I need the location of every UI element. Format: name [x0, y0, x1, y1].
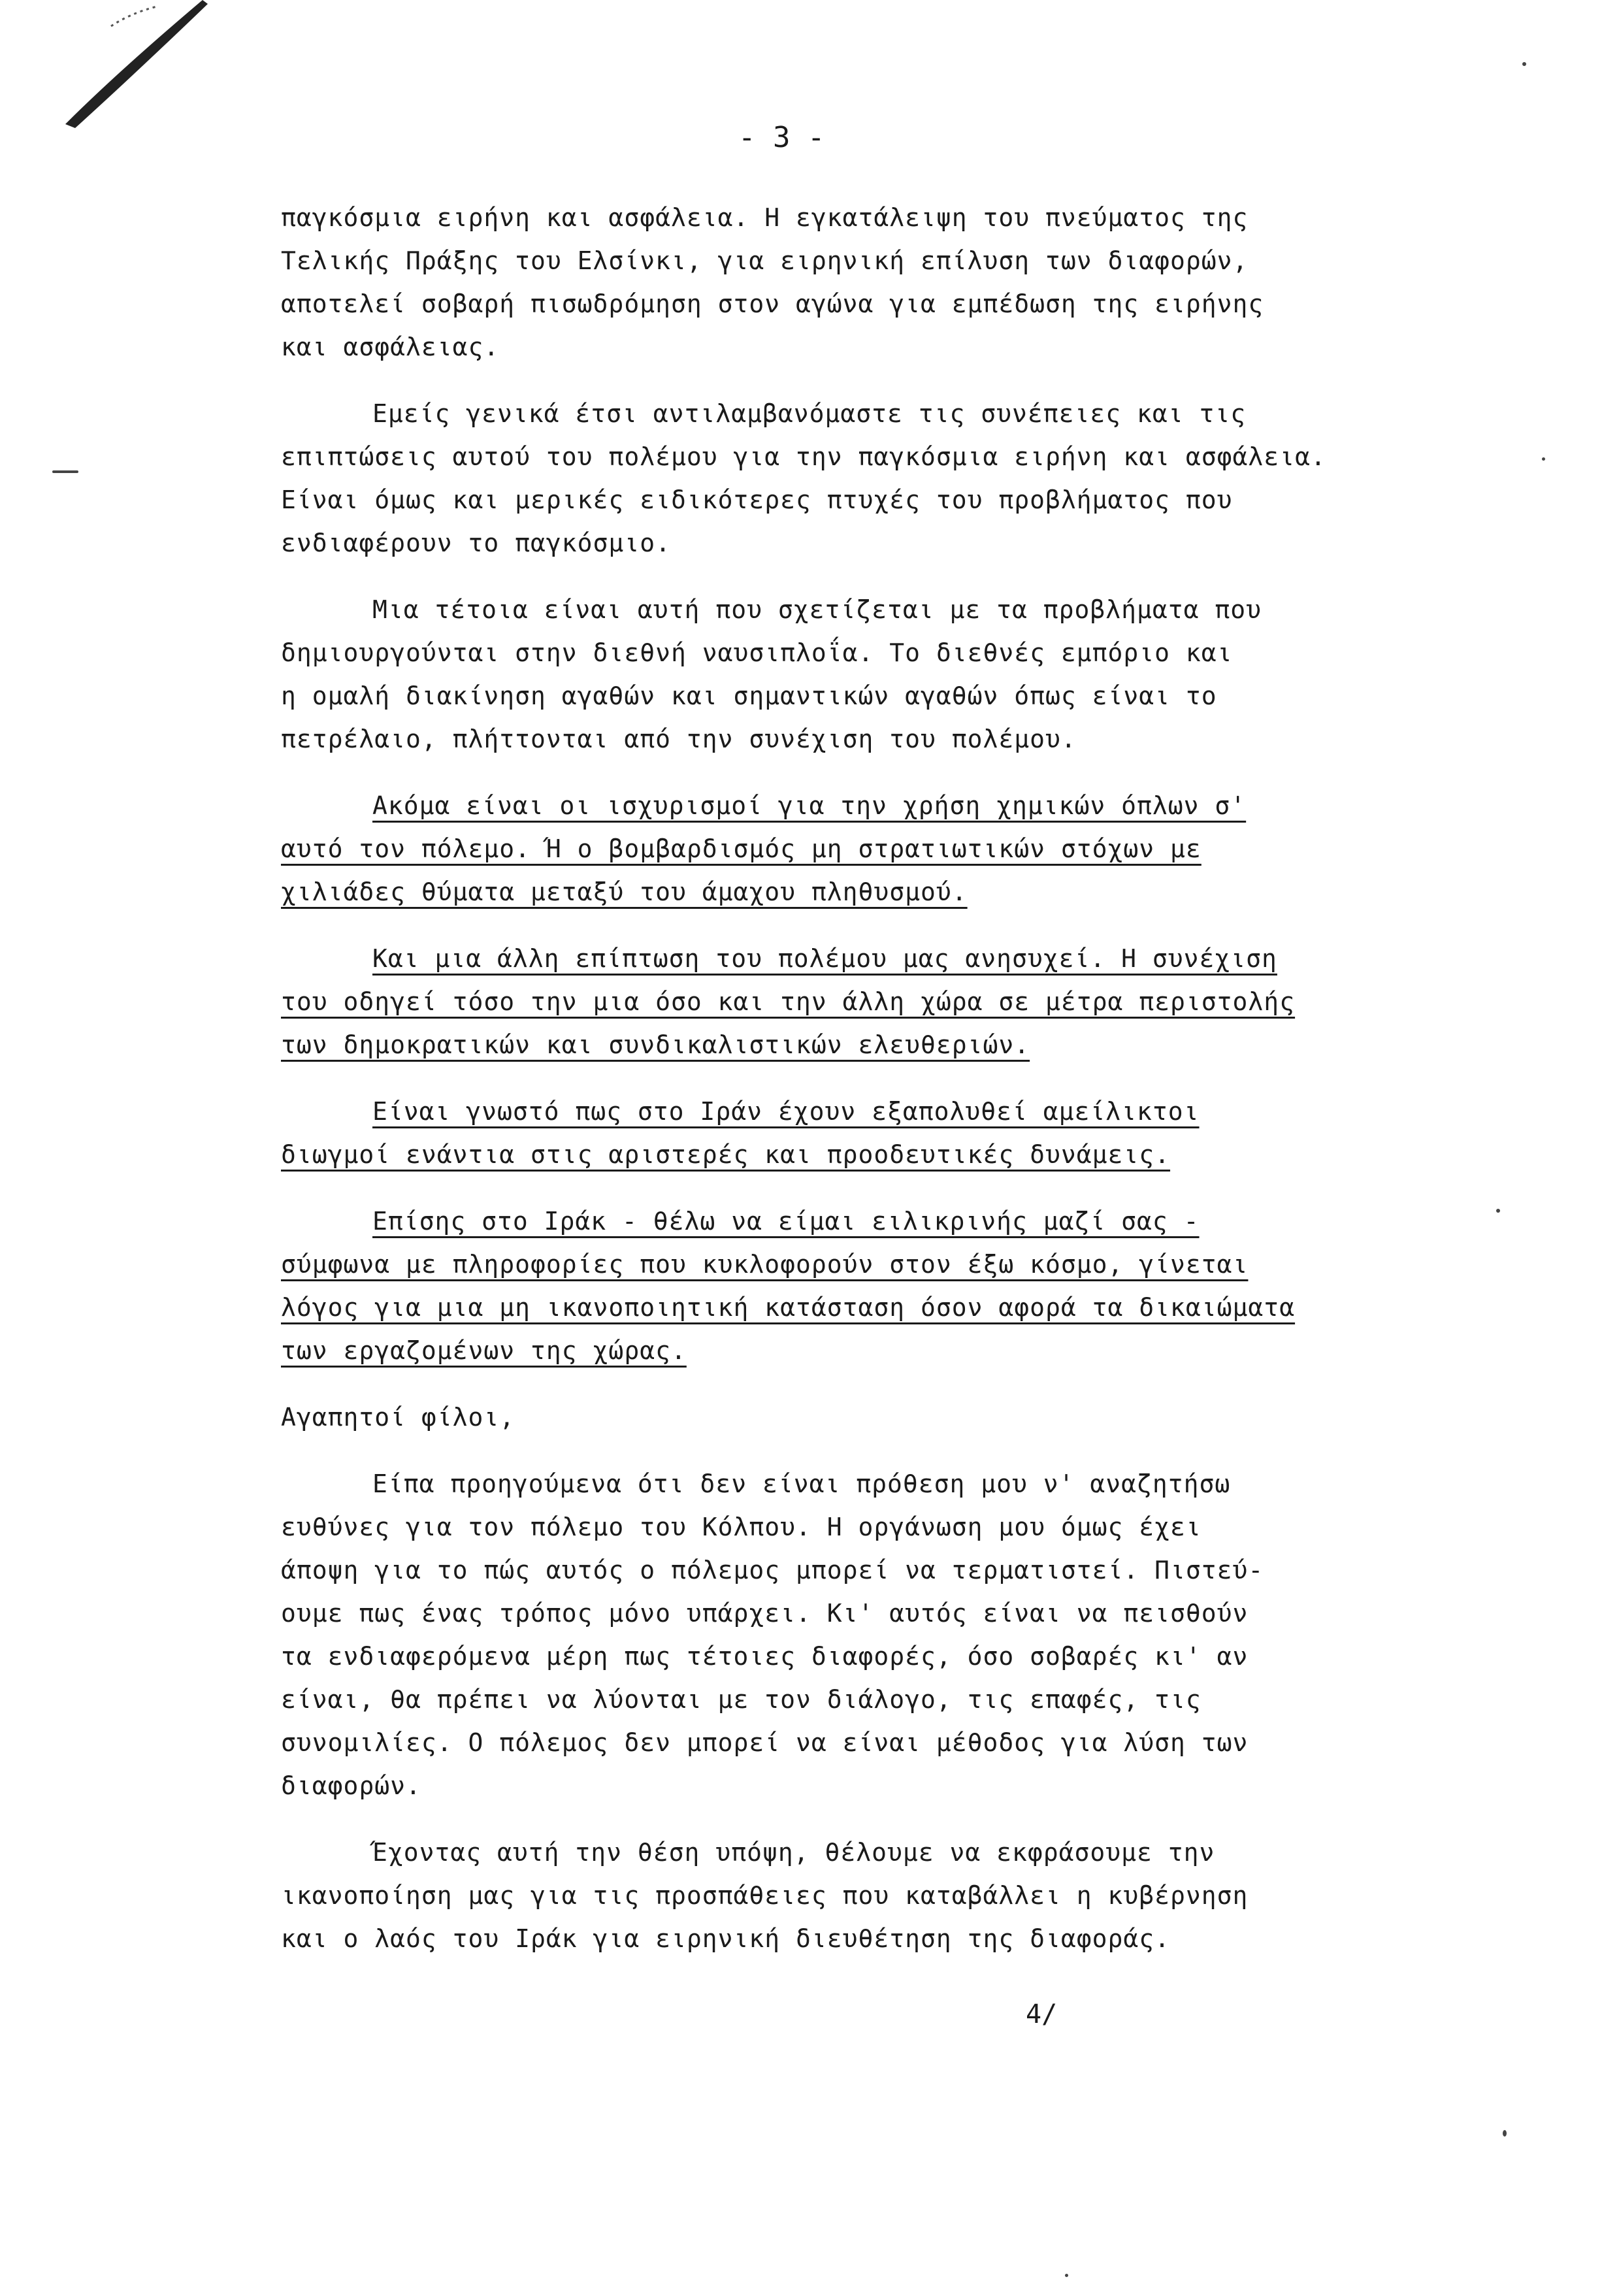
scan-artifact-mark — [39, 0, 209, 131]
paragraph — [281, 1831, 1509, 1960]
scan-speck — [52, 470, 78, 473]
paragraph-line: και ο λαός του Ιράκ για ειρηνική διευθέτηση της διαφοράς. — [281, 1924, 1171, 1953]
paragraph-line: Εμείς γενικά έτσι αντιλαμβανόμαστε τις συνέπειες και τις — [372, 399, 1247, 428]
paragraph — [281, 1090, 1509, 1176]
paragraph-line: Επίσης στο Ιράκ - θέλω να είμαι ειλικρινής μαζί σας - — [372, 1207, 1200, 1236]
paragraph-line: διαφορών. — [281, 1771, 421, 1800]
paragraph-line: η ομαλή διακίνηση αγαθών και σημαντικών αγαθών όπως είναι το — [281, 681, 1217, 710]
paragraph — [281, 1462, 1509, 1807]
paragraph-line: πετρέλαιο, πλήττονται από την συνέχιση του πολέμου. — [281, 725, 1077, 753]
paragraph-line: Είναι όμως και μερικές ειδικότερες πτυχές του προβλήματος που — [281, 485, 1233, 514]
paragraph-line: Έχοντας αυτή την θέση υπόψη, θέλουμε να εκφράσουμε την — [372, 1838, 1215, 1867]
paragraph-line: ικανοποίηση μας για τις προσπάθειες που καταβάλλει η κυβέρνηση — [281, 1881, 1249, 1910]
paragraph-line: Μια τέτοια είναι αυτή που σχετίζεται με τα προβλήματα που — [372, 595, 1262, 624]
paragraph — [281, 937, 1509, 1066]
paragraph-line: και ασφάλειας. — [281, 333, 500, 361]
scan-speck — [1496, 1209, 1500, 1213]
paragraph-line: των δημοκρατικών και συνδικαλιστικών ελευθεριών. — [281, 1030, 1030, 1059]
paragraph-line: είναι, θα πρέπει να λύονται με τον διάλογο, τις επαφές, τις — [281, 1685, 1202, 1714]
paragraph-line: αυτό τον πόλεμο. Ή ο βομβαρδισμός μη στρατιωτικών στόχων με — [281, 834, 1202, 863]
paragraph-line: Ακόμα είναι οι ισχυρισμοί για την χρήση χημικών όπλων σ' — [372, 791, 1247, 820]
scan-speck — [1503, 2130, 1507, 2137]
paragraph-line: ενδιαφέρουν το παγκόσμιο. — [281, 529, 671, 557]
paragraph — [281, 392, 1509, 565]
paragraph-line: διωγμοί ενάντια στις αριστερές και προοδευτικές δυνάμεις. — [281, 1140, 1171, 1169]
paragraph-line: παγκόσμια ειρήνη και ασφάλεια. Η εγκατάλειψη του πνεύματος της — [281, 203, 1249, 232]
paragraph-line: Και μια άλλη επίπτωση του πολέμου μας ανησυχεί. Η συνέχιση — [372, 944, 1277, 973]
paragraph-line: Είπα προηγούμενα ότι δεν είναι πρόθεση μου ν' αναζητήσω — [372, 1469, 1231, 1498]
paragraph-line: των εργαζομένων της χώρας. — [281, 1336, 687, 1365]
paragraph-line: του οδηγεί τόσο την μια όσο και την άλλη χώρα σε μέτρα περιστολής — [281, 987, 1296, 1016]
salutation: Αγαπητοί φίλοι, — [281, 1403, 515, 1432]
paragraph-line: Είναι γνωστό πως στο Ιράν έχουν εξαπολυθεί αμείλικτοι — [372, 1097, 1200, 1126]
paragraph-line: αποτελεί σοβαρή πισωδρόμηση στον αγώνα για εμπέδωση της ειρήνης — [281, 289, 1264, 318]
paragraph-line: δημιουργούνται στην διεθνή ναυσιπλοΐα. Το διεθνές εμπόριο και — [281, 638, 1233, 667]
page-number: - 3 - — [738, 121, 825, 154]
paragraph-line: χιλιάδες θύματα μεταξύ του άμαχου πληθυσμού. — [281, 877, 968, 906]
paragraph-line: Τελικής Πράξης του Ελσίνκι, για ειρηνική επίλυση των διαφορών, — [281, 246, 1249, 275]
scan-speck — [1542, 457, 1545, 461]
paragraph-line: άποψη για το πώς αυτός ο πόλεμος μπορεί να τερματιστεί. Πιστεύ- — [281, 1556, 1264, 1584]
paragraph-line: τα ενδιαφερόμενα μέρη πως τέτοιες διαφορές, όσο σοβαρές κι' αν — [281, 1642, 1249, 1671]
paragraph — [281, 196, 1509, 369]
paragraph-line: ευθύνες για τον πόλεμο του Κόλπου. Η οργάνωση μου όμως έχει — [281, 1513, 1202, 1541]
paragraph — [281, 588, 1509, 761]
paragraph-line: συνομιλίες. Ο πόλεμος δεν μπορεί να είναι μέθοδος για λύση των — [281, 1728, 1249, 1757]
paragraph-line: επιπτώσεις αυτού του πολέμου για την παγκόσμια ειρήνη και ασφάλεια. — [281, 442, 1326, 471]
paragraph-line: σύμφωνα με πληροφορίες που κυκλοφορούν στον έξω κόσμο, γίνεται — [281, 1250, 1249, 1279]
document-body — [281, 196, 1509, 1984]
paragraph — [281, 1200, 1509, 1372]
scan-speck — [1522, 62, 1526, 66]
paragraph-line: λόγος για μια μη ικανοποιητική κατάσταση όσον αφορά τα δικαιώματα — [281, 1293, 1296, 1322]
paragraph-line: ουμε πως ένας τρόπος μόνο υπάρχει. Κι' αυτός είναι να πεισθούν — [281, 1599, 1249, 1628]
continuation-mark: 4/ — [1026, 1999, 1058, 2029]
paragraph — [281, 784, 1509, 913]
scan-speck — [1065, 2274, 1068, 2277]
